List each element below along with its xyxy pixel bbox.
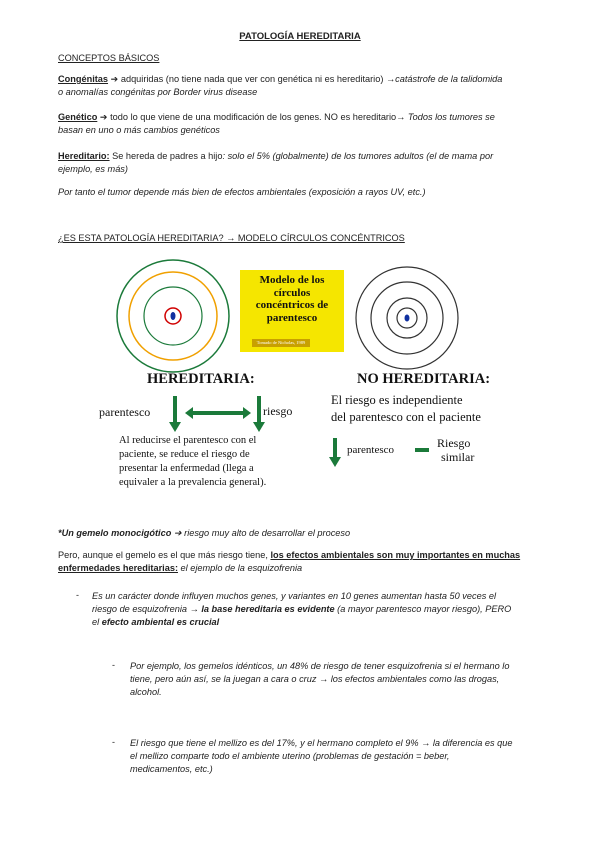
riesgo-line: Riesgo xyxy=(437,436,471,450)
gemelo-rest: riesgo muy alto de desarrollar el proceso xyxy=(181,528,351,538)
pero-bold2: enfermedades hereditarias: xyxy=(58,563,178,573)
page-title: PATOLOGÍA HEREDITARIA xyxy=(239,31,361,42)
no-hereditaria-label: NO HEREDITARIA: xyxy=(357,371,491,387)
sub1-line3: alcohol. xyxy=(130,687,162,697)
hereditario-italic: : solo el 5% (globalmente) de los tumores adultos (el de mama por xyxy=(222,151,494,161)
bullet1-line2b: la base hereditaria es evidente xyxy=(201,604,335,614)
bullet1-line1: Es un carácter donde influyen muchos genes, y variantes en 10 genes aumentan hasta 50 veces el xyxy=(92,591,496,601)
genetico-italic: Todos los tumores se xyxy=(405,112,495,122)
hereditario-paragraph xyxy=(58,150,548,163)
model-title-line: círculos xyxy=(273,286,311,299)
sub1-line2: tiene, pero aún así, se la juegan a cara o cruz → los efectos ambientales como las drogas, xyxy=(130,674,500,684)
left-description-line: paciente, se reduce el riesgo de xyxy=(119,449,250,460)
left-description-line: equivaler a la prevalencia general). xyxy=(119,477,267,488)
bullet1-line2 xyxy=(92,603,552,616)
left-description xyxy=(119,434,266,490)
sub2-line2: el mellizo comparte todo el ambiente uterino (problemas de gestación = beber, xyxy=(130,751,450,761)
arrow-icon: ➔ xyxy=(97,112,108,122)
bullet1-line2a: riesgo de esquizofrenia xyxy=(92,604,190,614)
bullet1-line3 xyxy=(92,616,219,629)
right-description-line: del parentesco con el paciente xyxy=(331,410,481,424)
arrow-icon: → xyxy=(396,112,406,122)
sub-bullet-dash: - xyxy=(112,737,115,747)
arrow-icon: ➔ xyxy=(108,74,119,84)
congenitas-italic: catástrofe de la talidomida xyxy=(395,74,503,84)
pero-start: Pero, aunque el gemelo es el que más riesgo tiene, xyxy=(58,550,271,560)
left-description-line: presentar la enfermedad (llega a xyxy=(119,463,254,474)
left-parentesco-label: parentesco xyxy=(99,405,151,419)
arrow-icon: ➔ xyxy=(173,528,182,538)
gemelo-bold: *Un gemelo monocigótico xyxy=(58,528,174,538)
hereditaria-label: HEREDITARIA: xyxy=(147,371,255,387)
genetico-term: Genético xyxy=(58,112,98,122)
pero-line2 xyxy=(58,562,302,575)
congenitas-text: adquiridas (no tiene nada que ver con genética ni es hereditario) xyxy=(118,74,386,84)
concentric-circles-diagram xyxy=(95,258,525,520)
pero-line1 xyxy=(58,549,558,562)
model-title-line: parentesco xyxy=(266,311,318,324)
congenitas-term: Congénitas xyxy=(58,74,109,84)
right-description-line: El riesgo es independiente xyxy=(331,393,463,407)
right-riesgo-label xyxy=(437,436,474,464)
left-riesgo-label: riesgo xyxy=(263,404,293,418)
congenitas-paragraph xyxy=(58,73,548,86)
right-parentesco-label: parentesco xyxy=(347,444,395,456)
bullet1-line3b: efecto ambiental es crucial xyxy=(101,617,220,627)
sub1-line1: Por ejemplo, los gemelos idénticos, un 48% de riesgo de tener esquizofrenia si el hermano lo xyxy=(130,661,510,671)
gemelo-line xyxy=(58,527,350,540)
bullet-dash: - xyxy=(76,590,79,600)
left-description-line: Al reducirse el parentesco con el xyxy=(119,435,257,446)
genetico-line2: basan en uno o más cambios genéticos xyxy=(58,125,220,135)
hereditario-line2: ejemplo, es más) xyxy=(58,164,128,174)
section-heading-conceptos: CONCEPTOS BÁSICOS xyxy=(58,53,160,63)
hereditary-circles xyxy=(117,260,229,372)
arrow-icon: → xyxy=(189,604,202,614)
congenitas-line2: o anomalías congénitas por Border virus disease xyxy=(58,87,258,97)
pero-bold: los efectos ambientales son muy importantes en muchas xyxy=(270,550,521,560)
hereditario-term: Hereditario: xyxy=(58,151,110,161)
conclusion-text: Por tanto el tumor depende más bien de efectos ambientales (exposición a rayos UV, etc.) xyxy=(58,187,426,197)
pero-end: el ejemplo de la esquizofrenia xyxy=(178,563,303,573)
section-heading-circulos: ¿ES ESTA PATOLOGÍA HEREDITARIA? → MODELO CÍRCULOS CONCÉNTRICOS xyxy=(58,233,405,243)
right-description xyxy=(331,392,481,426)
bullet1-line3a: el xyxy=(92,617,102,627)
genetico-text: todo lo que viene de una modificación de los genes. NO es hereditario xyxy=(107,112,397,122)
model-title-line: concéntricos de xyxy=(255,299,329,312)
model-title-line: Modelo de los xyxy=(259,274,325,286)
model-credit: Tomado de Nicholas, 1989 xyxy=(252,339,310,347)
sub-bullet-dash: - xyxy=(112,660,115,670)
bullet1-line2c: (a mayor parentesco mayor riesgo), PERO xyxy=(334,604,512,614)
model-title-text xyxy=(240,274,344,324)
hereditary-arrows xyxy=(169,396,265,432)
sub2-line3: medicamentos, etc.) xyxy=(130,764,213,774)
genetico-paragraph xyxy=(58,111,548,124)
hereditario-text: Se hereda de padres a hijo xyxy=(109,151,223,161)
model-title-box xyxy=(240,270,344,352)
non-hereditary-circles xyxy=(356,267,458,369)
sub2-line1: El riesgo que tiene el mellizo es del 17%, y el hermano completo el 9% → la diferencia es que xyxy=(130,738,513,748)
arrow-icon: → xyxy=(385,74,396,84)
similar-line: similar xyxy=(441,450,475,464)
